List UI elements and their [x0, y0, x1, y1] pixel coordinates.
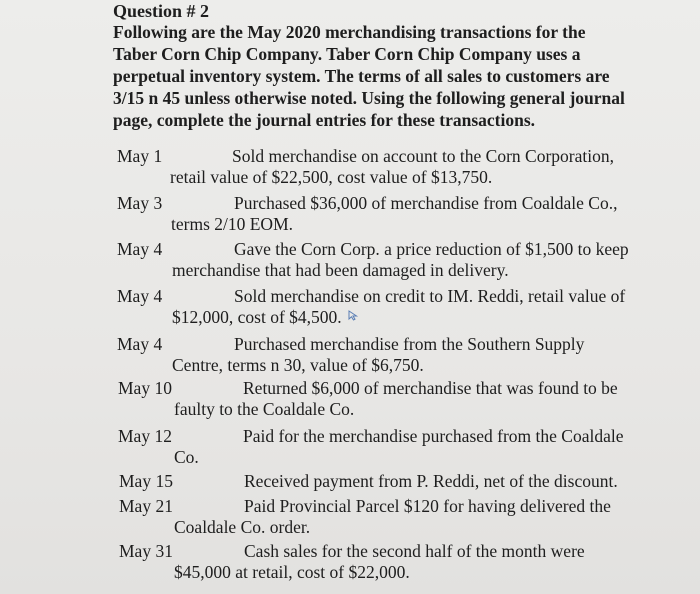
intro-line: Taber Corn Chip Company. Taber Corn Chip Company uses a	[113, 44, 581, 64]
transaction-continuation: merchandise that had been damaged in delivery.	[172, 260, 509, 280]
transaction-description: Cash sales for the second half of the month were	[244, 541, 585, 561]
transaction-date: May 4	[117, 286, 163, 306]
transaction-continuation: terms 2/10 EOM.	[171, 214, 294, 234]
intro-line: Following are the May 2020 merchandising transactions for the	[113, 22, 586, 42]
transaction-date: May 15	[119, 471, 173, 491]
transaction-description: Sold merchandise on account to the Corn Corporation,	[232, 146, 615, 166]
transaction-continuation: faulty to the Coaldale Co.	[174, 399, 355, 419]
transaction-continuation: $12,000, cost of $4,500.	[172, 307, 342, 327]
transaction-continuation: Co.	[174, 447, 199, 467]
intro-line: perpetual inventory system. The terms of all sales to customers are	[113, 66, 610, 86]
transaction-date: May 21	[119, 496, 173, 516]
question-title: Question # 2	[113, 1, 210, 21]
transaction-description: Gave the Corn Corp. a price reduction of $1,500 to keep	[234, 239, 629, 259]
transaction-description: Paid Provincial Parcel $120 for having delivered the	[244, 496, 611, 516]
transaction-description: Purchased $36,000 of merchandise from Coaldale Co.,	[234, 193, 618, 213]
transaction-continuation: $45,000 at retail, cost of $22,000.	[174, 562, 410, 582]
intro-line: 3/15 n 45 unless otherwise noted. Using the following general journal	[113, 88, 625, 108]
transaction-continuation: Centre, terms n 30, value of $6,750.	[172, 355, 424, 375]
intro-line: page, complete the journal entries for these transactions.	[113, 110, 536, 130]
transaction-description: Sold merchandise on credit to IM. Reddi, retail value of	[234, 286, 626, 306]
transaction-description: Purchased merchandise from the Southern Supply	[234, 334, 585, 354]
transaction-date: May 4	[117, 334, 163, 354]
mouse-pointer-icon	[348, 310, 359, 321]
transaction-date: May 1	[117, 146, 163, 166]
transaction-continuation: Coaldale Co. order.	[174, 517, 311, 537]
question-intro	[113, 21, 673, 131]
transaction-continuation: retail value of $22,500, cost value of $13,750.	[170, 167, 493, 187]
transaction-description: Paid for the merchandise purchased from the Coaldale	[243, 426, 624, 446]
transaction-date: May 4	[117, 239, 163, 259]
transaction-date: May 12	[118, 426, 172, 446]
transaction-description: Returned $6,000 of merchandise that was found to be	[243, 378, 618, 398]
transaction-date: May 3	[117, 193, 163, 213]
transaction-continuation-wrap	[172, 307, 359, 328]
transaction-date: May 10	[118, 378, 172, 398]
transaction-date: May 31	[119, 541, 173, 561]
transaction-description: Received payment from P. Reddi, net of the discount.	[244, 471, 618, 491]
